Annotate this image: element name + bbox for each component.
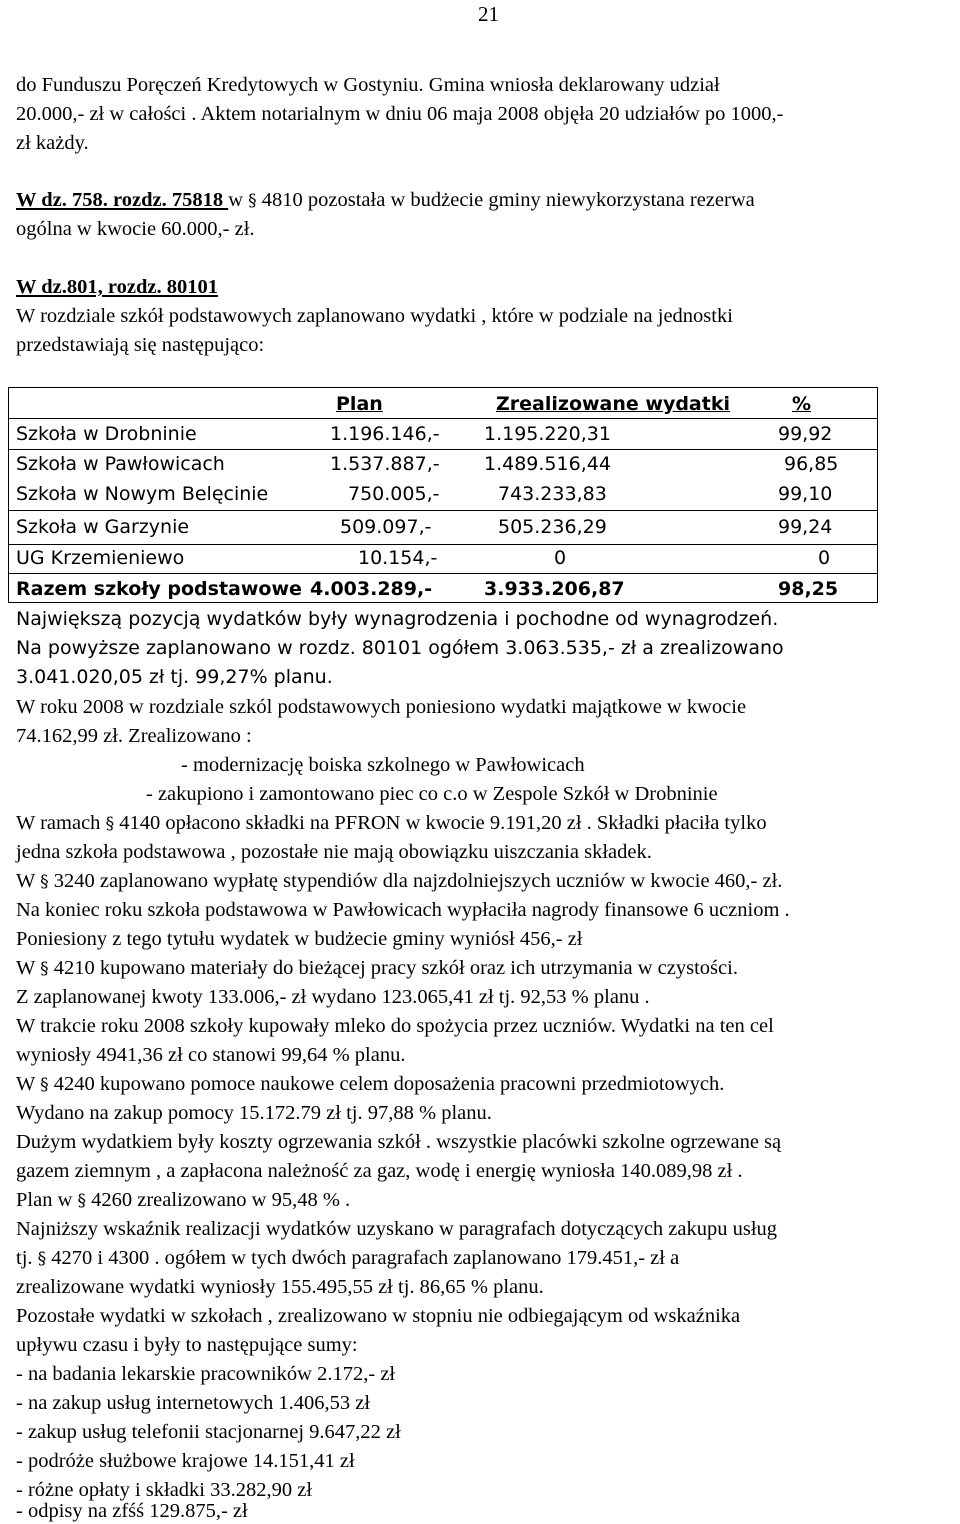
body-line: - modernizację boiska szkolnego w Pawłowicach: [181, 754, 585, 776]
intro-line-2: 20.000,- zł w całości . Aktem notarialnym w dniu 06 maja 2008 objęła 20 udziałów po 1000,-: [16, 103, 784, 125]
table-cell-percent: 99,10: [778, 483, 833, 505]
table-cell-percent: 99,92: [778, 423, 833, 445]
table-header-percent: %: [792, 393, 812, 415]
body-line: W § 4210 kupowano materiały do bieżącej pracy szkół oraz ich utrzymania w czystości.: [16, 957, 738, 979]
table-cell-school: Szkoła w Pawłowicach: [16, 453, 225, 475]
table-cell-plan: 1.537.887,-: [330, 453, 440, 475]
body-line: W roku 2008 w rozdziale szkól podstawowych poniesiono wydatki majątkowe w kwocie: [16, 696, 747, 718]
body-line: Pozostałe wydatki w szkołach , zrealizowano w stopniu nie odbiegającym od wskaźnika: [16, 1305, 741, 1327]
section-sign-icon: §: [248, 191, 257, 211]
section-sign-icon: §: [105, 814, 115, 834]
body-line: zrealizowane wydatki wyniosły 155.495,55 zł tj. 86,65 % planu.: [16, 1276, 544, 1298]
table-cell-realized: 505.236,29: [498, 516, 607, 538]
body-line: - odpisy na zfśś 129.875,- zł: [16, 1500, 248, 1522]
section-sign-icon: §: [40, 959, 49, 979]
table-cell-school: Szkoła w Garzynie: [16, 516, 190, 538]
table-header-realized: Zrealizowane wydatki: [496, 393, 730, 415]
after-table-line: 3.041.020,05 zł tj. 99,27% planu.: [16, 666, 333, 688]
body-line: W § 4240 kupowano pomoce naukowe celem doposażenia pracowni przedmiotowych.: [16, 1073, 725, 1095]
body-line: W ramach § 4140 opłacono składki na PFRON w kwocie 9.191,20 zł . Składki płaciła tylko: [16, 812, 767, 834]
body-line: - na zakup usług internetowych 1.406,53 zł: [16, 1392, 371, 1414]
table-total-realized: 3.933.206,87: [484, 578, 625, 600]
table-cell-realized: 1.195.220,31: [484, 423, 611, 445]
section-801-line-2: przedstawiają się następująco:: [16, 334, 265, 356]
table-cell-percent: 99,24: [778, 516, 833, 538]
table-total-label: Razem szkoły podstawowe: [16, 578, 302, 600]
table-rule: [8, 418, 878, 419]
intro-line-3: zł każdy.: [16, 132, 89, 154]
table-cell-percent: 96,85: [784, 453, 839, 475]
section-758-line-2: ogólna w kwocie 60.000,- zł.: [16, 218, 255, 240]
body-line: upływu czasu i były to następujące sumy:: [16, 1334, 358, 1356]
body-line: W § 3240 zaplanowano wypłatę stypendiów dla najzdolniejszych uczniów w kwocie 460,- zł.: [16, 870, 783, 892]
table-rule: [8, 544, 878, 545]
body-line: Z zaplanowanej kwoty 133.006,- zł wydano 123.065,41 zł tj. 92,53 % planu .: [16, 986, 650, 1008]
body-line: - zakupiono i zamontowano piec co c.o w Zespole Szkół w Drobninie: [146, 783, 718, 805]
table-total-plan: 4.003.289,-: [310, 578, 433, 600]
table-cell-realized: 0: [554, 547, 567, 569]
body-line: jedna szkoła podstawowa , pozostałe nie mają obowiązku uiszczania składek.: [16, 841, 652, 863]
table-cell-percent: 0: [818, 547, 831, 569]
table-rule: [8, 573, 878, 574]
table-rule: [8, 510, 878, 511]
section-sign-icon: §: [37, 1249, 47, 1269]
intro-line-1: do Funduszu Poręczeń Kredytowych w Gostyniu. Gmina wniosła deklarowany udział: [16, 74, 720, 96]
body-line: Na koniec roku szkoła podstawowa w Pawłowicach wypłaciła nagrody finansowe 6 uczniom .: [16, 899, 790, 921]
table-cell-plan: 750.005,-: [348, 483, 440, 505]
section-sign-icon: §: [40, 872, 49, 892]
table-cell-plan: 1.196.146,-: [330, 423, 440, 445]
section-758-heading: W dz. 758. rozdz. 75818: [16, 189, 229, 211]
table-cell-school: UG Krzemieniewo: [16, 547, 185, 569]
table-rule: [8, 449, 878, 450]
body-line: wyniosły 4941,36 zł co stanowi 99,64 % planu.: [16, 1044, 406, 1066]
after-table-line: Największą pozycją wydatków były wynagrodzenia i pochodne od wynagrodzeń.: [16, 608, 779, 630]
body-line: Dużym wydatkiem były koszty ogrzewania szkół . wszystkie placówki szkolne ogrzewane są: [16, 1131, 782, 1153]
body-line: - podróże służbowe krajowe 14.151,41 zł: [16, 1450, 355, 1472]
body-line: - różne opłaty i składki 33.282,90 zł: [16, 1479, 313, 1501]
after-table-line: Na powyższe zaplanowano w rozdz. 80101 ogółem 3.063.535,- zł a zrealizowano: [16, 637, 784, 659]
section-758-paragraph: W dz. 758. rozdz. 75818 w § 4810 pozostała w budżecie gminy niewykorzystana rezerwa: [16, 189, 755, 211]
table-cell-school: Szkoła w Drobninie: [16, 423, 197, 445]
body-line: gazem ziemnym , a zapłacona należność za gaz, wodę i energię wyniosła 140.089,98 zł .: [16, 1160, 743, 1182]
table-cell-plan: 509.097,-: [340, 516, 432, 538]
body-line: Poniesiony z tego tytułu wydatek w budżecie gminy wyniósł 456,- zł: [16, 928, 583, 950]
page-number: 21: [478, 2, 499, 26]
section-801-line-1: W rozdziale szkół podstawowych zaplanowano wydatki , które w podziale na jednostki: [16, 305, 733, 327]
body-line: 74.162,99 zł. Zrealizowano :: [16, 725, 252, 747]
body-line: Najniższy wskaźnik realizacji wydatków uzyskano w paragrafach dotyczących zakupu usług: [16, 1218, 778, 1240]
body-line: tj. § 4270 i 4300 . ogółem w tych dwóch paragrafach zaplanowano 179.451,- zł a: [16, 1247, 680, 1269]
body-line: - zakup usług telefonii stacjonarnej 9.647,22 zł: [16, 1421, 401, 1443]
body-line: - na badania lekarskie pracowników 2.172,- zł: [16, 1363, 396, 1385]
table-total-percent: 98,25: [778, 578, 839, 600]
section-sign-icon: §: [40, 1075, 49, 1095]
table-cell-plan: 10.154,-: [358, 547, 438, 569]
table-cell-realized: 1.489.516,44: [484, 453, 611, 475]
table-cell-realized: 743.233,83: [498, 483, 607, 505]
body-line: Plan w § 4260 zrealizowano w 95,48 % .: [16, 1189, 351, 1211]
table-cell-school: Szkoła w Nowym Belęcinie: [16, 483, 269, 505]
section-801-heading: W dz.801, rozdz. 80101: [16, 276, 218, 298]
body-line: Wydano na zakup pomocy 15.172.79 zł tj. 97,88 % planu.: [16, 1102, 492, 1124]
table-header-plan: Plan: [336, 393, 383, 415]
body-line: W trakcie roku 2008 szkoły kupowały mleko do spożycia przez uczniów. Wydatki na ten cel: [16, 1015, 774, 1037]
section-sign-icon: §: [77, 1191, 86, 1211]
